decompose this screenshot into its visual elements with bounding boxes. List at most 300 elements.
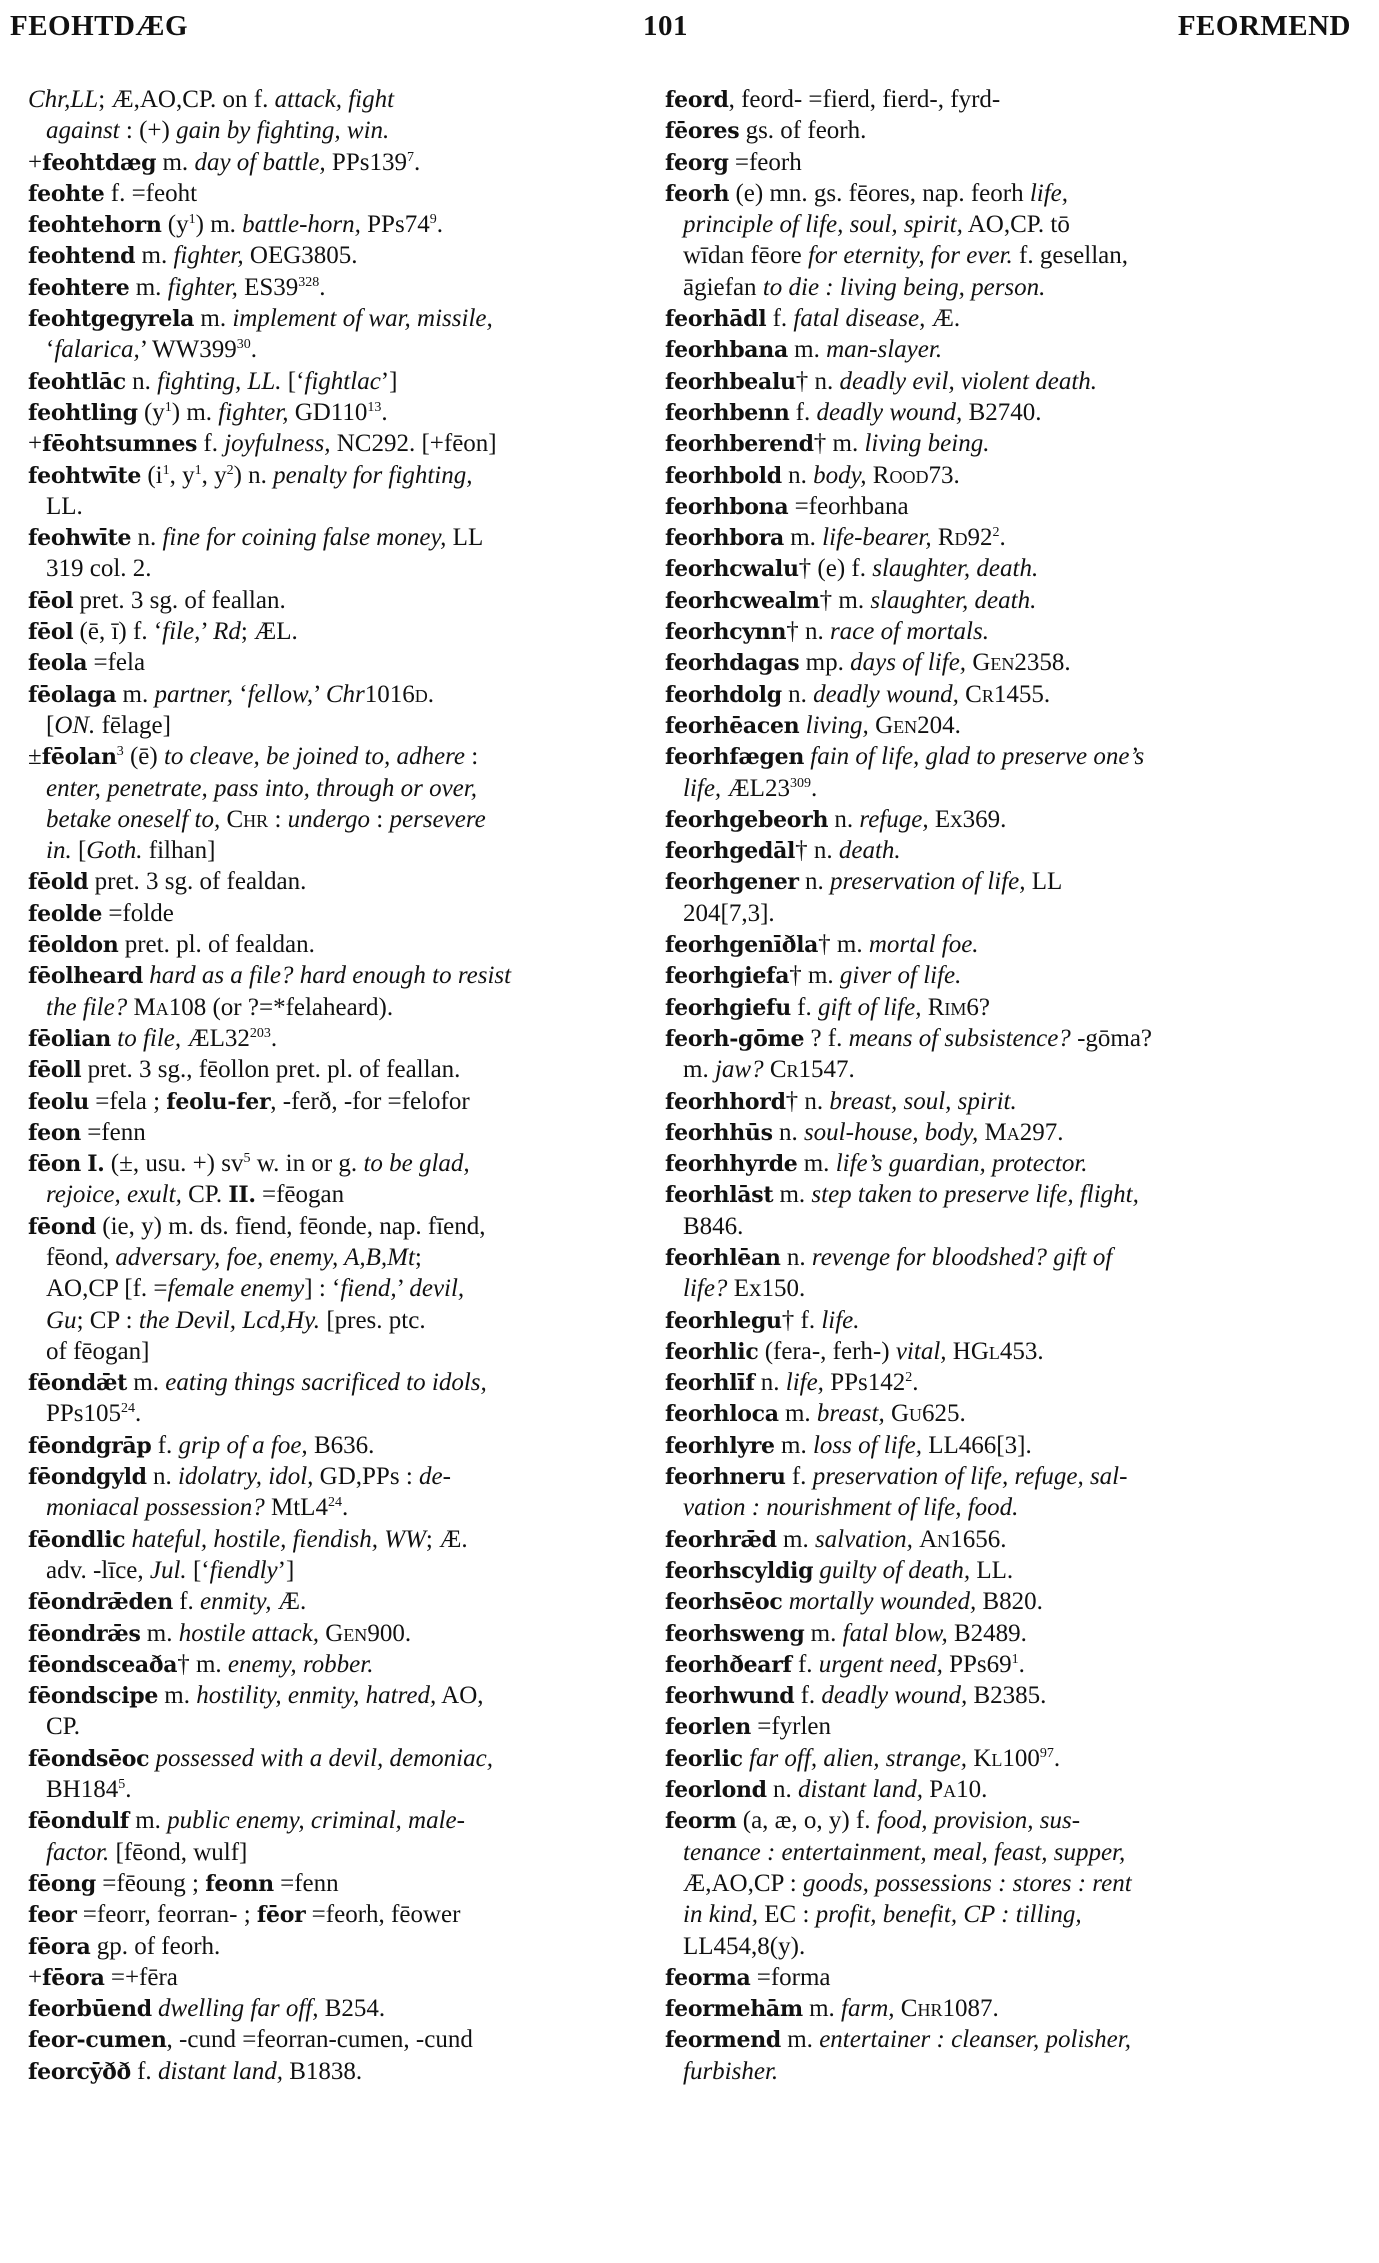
entry-continuation-line	[28, 1179, 683, 1210]
definition-text: file,	[162, 618, 201, 646]
entry-text: : (+)	[119, 117, 177, 145]
entry-text: B636.	[307, 1431, 375, 1459]
entry-text: ’]	[277, 1556, 295, 1584]
entry-text: mp.	[799, 649, 851, 677]
entry-text: (a, æ, o, y) f.	[736, 1807, 877, 1835]
entry-continuation-line	[665, 240, 1355, 271]
entry-continuation-line	[28, 1242, 683, 1273]
entry-text: =fela	[87, 649, 146, 677]
entry-continuation-line	[28, 1711, 683, 1742]
headword: feorh	[665, 180, 730, 207]
entry-line	[665, 1242, 1355, 1273]
headword: feohtling	[28, 399, 138, 426]
entry-text: n.	[781, 461, 814, 489]
dictionary-entry	[28, 647, 683, 678]
entry-text: +	[28, 1963, 43, 1991]
dictionary-entry	[28, 1211, 683, 1367]
definition-text: factor.	[46, 1838, 110, 1866]
entry-line	[665, 1680, 1355, 1711]
dictionary-entry	[665, 1242, 1355, 1305]
dictionary-entry	[28, 2056, 683, 2087]
headword: feorma	[665, 1964, 751, 1991]
entry-text: 6?	[966, 993, 991, 1021]
entry-text: AO,CP [f. =	[46, 1275, 168, 1303]
entry-text: [‘	[186, 1556, 210, 1584]
headword: feohte	[28, 180, 105, 207]
dictionary-entry	[28, 1618, 683, 1649]
dictionary-entry	[28, 240, 683, 271]
dictionary-entry	[665, 1555, 1355, 1586]
headword: fēondrǣs	[28, 1620, 141, 1647]
entry-continuation-line	[28, 1273, 683, 1304]
entry-text: † m.	[177, 1650, 228, 1678]
entry-text: † f.	[781, 1306, 822, 1334]
entry-text: m.	[787, 336, 827, 364]
entry-line	[665, 84, 1355, 115]
definition-text: fellow,	[247, 680, 314, 708]
definition-text: slaughter, death.	[870, 586, 1037, 614]
headword: feord	[665, 87, 729, 113]
definition-text: joyfulness,	[224, 430, 331, 458]
entry-text: .	[319, 273, 326, 301]
entry-line	[665, 1586, 1355, 1617]
dictionary-entry	[665, 1586, 1355, 1617]
entry-line	[28, 1680, 683, 1711]
entry-text: w. in or g.	[250, 1150, 364, 1178]
entry-continuation-line	[28, 992, 683, 1023]
entry-text: m.	[683, 1056, 715, 1084]
entry-text: ’]	[380, 367, 398, 395]
headword: feorhcwealm	[665, 587, 820, 614]
running-head-right: FEORMEND	[1177, 10, 1351, 42]
entry-line	[28, 397, 683, 428]
headword: fēol	[28, 619, 74, 646]
entry-line	[28, 585, 683, 616]
entry-line	[28, 1868, 683, 1899]
dictionary-entry	[665, 1086, 1355, 1117]
headword: fēondscipe	[28, 1683, 159, 1710]
entry-text: B820.	[976, 1588, 1043, 1616]
entry-text: 900.	[367, 1619, 412, 1647]
entry-line	[665, 1305, 1355, 1336]
dictionary-entry	[28, 616, 683, 647]
entry-text: Æ.	[925, 305, 961, 333]
headword: feorhlīf	[665, 1370, 755, 1397]
entry-text: filhan]	[142, 837, 216, 865]
definition-text: mortal foe.	[868, 931, 979, 959]
headword: fēol	[28, 587, 74, 614]
entry-line	[28, 1148, 683, 1179]
definition-text: mortally wounded,	[788, 1588, 977, 1616]
dictionary-entry	[665, 553, 1355, 584]
headword: feolde	[28, 900, 103, 927]
entry-text: 1016	[364, 680, 415, 708]
entry-continuation-line	[28, 710, 683, 741]
definition-text: day of battle,	[194, 148, 326, 176]
entry-line	[28, 460, 683, 491]
entry-text: (y	[161, 211, 189, 239]
entry-line	[665, 1398, 1355, 1429]
headword: feohtwīte	[28, 462, 142, 489]
entry-line	[665, 366, 1355, 397]
source-abbreviation: Cr	[965, 680, 994, 708]
entry-text: ’ WW399	[139, 336, 237, 364]
entry-line	[665, 1649, 1355, 1680]
running-head-left: FEOHTDÆG	[10, 10, 189, 42]
entry-text: B254.	[318, 1995, 386, 2023]
headword: fēondgyld	[28, 1464, 147, 1491]
entry-line	[28, 1931, 683, 1962]
entry-text: m.	[156, 148, 195, 176]
entry-line	[665, 428, 1355, 459]
entry-line	[28, 366, 683, 397]
entry-line	[665, 1805, 1355, 1836]
headword: feon	[28, 1119, 81, 1146]
definition-text: to be glad,	[363, 1150, 470, 1178]
entry-text: ? f.	[804, 1024, 849, 1052]
entry-text: n.	[780, 1243, 812, 1271]
definition-text: distant land,	[157, 2057, 283, 2085]
entry-text: .	[381, 398, 388, 426]
definition-text: hostile attack,	[178, 1619, 319, 1647]
entry-text: [	[71, 837, 87, 865]
entry-line	[28, 741, 683, 772]
entry-line	[665, 866, 1355, 897]
definition-text: death.	[838, 837, 901, 865]
superscript: 2	[992, 525, 1000, 541]
definition-text: living,	[805, 711, 869, 739]
definition-text: gain by fighting, win.	[176, 117, 390, 145]
headword: fēohtsumnes	[42, 431, 198, 458]
entry-text: , -cund =feorran-cumen, -cund	[166, 2026, 473, 2054]
definition-text: public enemy, criminal, male-	[167, 1807, 465, 1835]
entry-line	[665, 303, 1355, 334]
dictionary-entry	[28, 1805, 683, 1868]
dictionary-entry	[665, 679, 1355, 710]
entry-text: B1838.	[282, 2057, 363, 2085]
definition-text: moniacal possession?	[46, 1494, 265, 1522]
headword: feorhbealu	[665, 368, 796, 395]
entry-text: 1087.	[942, 1995, 999, 2023]
superscript: 1	[162, 462, 170, 478]
entry-continuation-line	[665, 1868, 1355, 1899]
definition-text: hard as a file? hard enough to resist	[149, 962, 512, 990]
headword: fēolaga	[28, 681, 117, 708]
dictionary-entry	[665, 1148, 1355, 1179]
definition-text: battle-horn,	[242, 211, 361, 239]
dictionary-entry	[665, 929, 1355, 960]
entry-text: :	[465, 743, 479, 771]
superscript: 30	[236, 337, 251, 353]
entry-text: Æ.	[271, 1588, 307, 1616]
definition-text: idolatry, idol,	[177, 1463, 314, 1491]
entry-text: =fenn	[80, 1118, 146, 1146]
entry-text: K	[967, 1744, 992, 1772]
definition-text: Rd	[213, 618, 241, 646]
definition-text: guilty of death,	[819, 1556, 971, 1584]
definition-text: fiendly	[209, 1556, 278, 1584]
dictionary-entry	[665, 1305, 1355, 1336]
entry-text: ±	[28, 743, 42, 771]
entry-text: āgiefan	[683, 273, 763, 301]
entry-text: ‘	[46, 336, 55, 364]
definition-text: the file?	[46, 993, 128, 1021]
entry-continuation-line	[28, 804, 683, 835]
headword: feohtgegyrela	[28, 306, 195, 333]
source-abbreviation: Pa	[929, 1776, 957, 1804]
entry-text: Ex150.	[727, 1275, 806, 1303]
dictionary-entry	[28, 1524, 683, 1587]
source-abbreviation: Gen	[972, 649, 1015, 677]
entry-text: † m.	[789, 962, 840, 990]
dictionary-entry	[665, 428, 1355, 459]
entry-text: f.	[151, 1431, 179, 1459]
definition-text: fatal blow,	[842, 1619, 948, 1647]
headword: feorlen	[665, 1714, 751, 1741]
definition-text: goods, possessions : stores : rent	[802, 1869, 1132, 1897]
definition-text: vation : nourishment of life, food.	[683, 1494, 1019, 1522]
dictionary-column-left	[28, 84, 683, 2087]
entry-text: .	[135, 1400, 142, 1428]
entry-line	[665, 178, 1355, 209]
dictionary-entry	[28, 1743, 683, 1806]
entry-text: =fēoung ;	[96, 1869, 206, 1897]
entry-text: GD,PPs :	[313, 1463, 420, 1491]
headword: feorlic	[665, 1745, 743, 1772]
entry-text: Ex369.	[928, 805, 1007, 833]
entry-line	[28, 679, 683, 710]
entry-line	[665, 491, 1355, 522]
entry-line	[28, 178, 683, 209]
definition-text: hostility, enmity, hatred,	[196, 1682, 437, 1710]
dictionary-entry	[665, 1743, 1355, 1774]
headword: feorhsēoc	[665, 1589, 783, 1616]
entry-line	[28, 616, 683, 647]
entry-text: PPs142	[823, 1369, 906, 1397]
entry-line	[665, 1367, 1355, 1398]
entry-text: LL454,8(y).	[683, 1932, 806, 1960]
headword: fēora	[28, 1933, 91, 1960]
superscript: 309	[789, 775, 811, 791]
entry-line	[665, 1524, 1355, 1555]
entry-text: n.	[131, 524, 163, 552]
dictionary-entry	[665, 1649, 1355, 1680]
headword: feormend	[665, 2027, 781, 2054]
entry-line	[28, 1586, 683, 1617]
entry-text: ; ÆL.	[240, 618, 298, 646]
entry-line	[28, 147, 683, 178]
entry-text: † m.	[813, 430, 865, 458]
entry-text: (ē)	[123, 743, 164, 771]
entry-text: † (e) f.	[798, 555, 873, 583]
dictionary-entry	[665, 115, 1355, 146]
entry-text: .	[427, 680, 434, 708]
dictionary-entry	[665, 491, 1355, 522]
entry-text: f.	[197, 430, 225, 458]
headword: feorm	[665, 1808, 737, 1835]
definition-text: step taken to preserve life, flight,	[811, 1181, 1139, 1209]
entry-text: 453.	[999, 1337, 1044, 1365]
definition-text: hateful, hostile, fiendish, WW	[131, 1525, 426, 1553]
entry-text: B2385.	[967, 1682, 1047, 1710]
superscript: 24	[121, 1401, 136, 1417]
definition-text: fighter,	[218, 398, 289, 426]
entry-continuation-line	[665, 898, 1355, 929]
entry-line	[28, 1054, 683, 1085]
entry-line	[665, 647, 1355, 678]
entry-line	[28, 1461, 683, 1492]
definition-text: implement of war, missile,	[232, 305, 493, 333]
entry-continuation-line	[665, 1273, 1355, 1304]
entry-text: 10.	[956, 1776, 988, 1804]
dictionary-entry	[28, 397, 683, 428]
dictionary-entry	[28, 178, 683, 209]
entry-text: adv. -līce,	[46, 1556, 150, 1584]
entry-line	[28, 1524, 683, 1555]
definition-text: breast,	[816, 1400, 885, 1428]
definition-text: vital,	[895, 1337, 947, 1365]
definition-text: possessed with a devil, demoniac,	[155, 1744, 493, 1772]
superscript: 1	[1011, 1651, 1019, 1667]
definition-text: life.	[821, 1306, 860, 1334]
headword: feohtehorn	[28, 212, 162, 239]
entry-text: 92	[967, 524, 993, 552]
entry-text: ÆL23	[721, 774, 790, 802]
entry-text: m.	[774, 1431, 813, 1459]
dictionary-entry	[28, 366, 683, 397]
entry-text: (fera-, ferh-)	[758, 1337, 896, 1365]
dictionary-entry	[665, 616, 1355, 647]
entry-text: ; CP :	[76, 1306, 139, 1334]
entry-continuation-line	[28, 491, 683, 522]
definition-text: Jul.	[149, 1556, 187, 1584]
definition-text: fighter,	[167, 273, 238, 301]
entry-text: =+fēra	[104, 1963, 178, 1991]
headword: feorhdolg	[665, 681, 782, 708]
definition-text: farm,	[841, 1995, 895, 2023]
definition-text: undergo	[287, 805, 371, 833]
headword: fēold	[28, 869, 89, 896]
source-abbreviation: Ma	[984, 1118, 1020, 1146]
entry-line	[665, 1743, 1355, 1774]
entry-text: † n.	[795, 837, 839, 865]
headword: feorhgenīðla	[665, 932, 819, 959]
definition-text: partner,	[154, 680, 233, 708]
definition-text: betake oneself to,	[46, 805, 221, 833]
definition-text: adversary, foe, enemy, A,B,Mt	[115, 1243, 415, 1271]
definition-text: deadly wound,	[813, 680, 959, 708]
entry-line	[665, 553, 1355, 584]
definition-text: life’s guardian, protector.	[835, 1150, 1088, 1178]
definition-text: life?	[683, 1275, 728, 1303]
dictionary-entry	[665, 1962, 1355, 1993]
dictionary-entry	[665, 147, 1355, 178]
definition-text: principle of life, soul, spirit,	[683, 211, 963, 239]
entry-text: (y	[137, 398, 165, 426]
entry-continuation-line	[28, 1555, 683, 1586]
entry-line	[665, 1962, 1355, 1993]
definition-text: preservation of life, refuge, sal-	[812, 1463, 1128, 1491]
definition-text: salvation,	[814, 1525, 913, 1553]
entry-text: † m.	[819, 586, 871, 614]
headword: feola	[28, 650, 88, 677]
headword: fēoldon	[28, 932, 119, 959]
headword: feorhgener	[665, 869, 799, 896]
entry-line	[28, 1899, 683, 1930]
definition-text: fiend,	[340, 1275, 397, 1303]
entry-text: =forma	[750, 1963, 831, 1991]
page-number: 101	[643, 10, 688, 42]
dictionary-entry	[665, 804, 1355, 835]
entry-line	[28, 1743, 683, 1774]
superscript: 7	[406, 149, 414, 165]
entry-text: † n.	[785, 1087, 830, 1115]
entry-text: f. =feoht	[104, 179, 198, 207]
entry-text: ’	[313, 680, 326, 708]
entry-text: .	[125, 1776, 132, 1804]
definition-text: devil,	[409, 1275, 465, 1303]
entry-line	[28, 1211, 683, 1242]
entry-text: ES39	[237, 273, 299, 301]
entry-text: -gōma?	[1070, 1024, 1153, 1052]
entry-text: gp. of feorh.	[90, 1932, 221, 1960]
definition-text: to die : living being, person.	[762, 273, 1046, 301]
source-abbreviation: Gen	[875, 711, 918, 739]
definition-text: deadly evil, violent death.	[839, 367, 1098, 395]
definition-text: gift of life,	[818, 993, 922, 1021]
entry-text: f.	[790, 993, 818, 1021]
headword: feorhbold	[665, 462, 782, 489]
definition-text: furbisher.	[683, 2057, 779, 2085]
entry-text: (ie, y) m. ds. fīend, fēonde, nap. fīend,	[96, 1212, 486, 1240]
definition-text: refuge,	[859, 805, 929, 833]
dictionary-column-right	[665, 84, 1355, 2087]
entry-continuation-line	[665, 773, 1355, 804]
definition-text: fighting, LL.	[157, 367, 282, 395]
definition-text: race of mortals.	[829, 618, 989, 646]
entry-continuation-line	[28, 1398, 683, 1429]
definition-text: giver of life.	[839, 962, 962, 990]
headword: fēondrǣden	[28, 1589, 173, 1616]
dictionary-entry	[28, 741, 683, 866]
headword: fēondgrāp	[28, 1432, 152, 1459]
definition-text: fain of life, glad to preserve one’s	[810, 743, 1145, 771]
source-abbreviation: Chr	[900, 1995, 943, 2023]
headword: feorhlēan	[665, 1244, 781, 1271]
entry-continuation-line	[28, 773, 683, 804]
headword: feor	[28, 1902, 77, 1929]
headword: feorcȳðð	[28, 2058, 131, 2085]
entry-text: .	[341, 1494, 349, 1522]
dictionary-entry	[28, 1054, 683, 1085]
entry-text: gs. of feorh.	[739, 117, 867, 145]
entry-text: 100	[1002, 1744, 1040, 1772]
headword: feohtdæg	[42, 149, 157, 176]
definition-text: enter, penetrate, pass into, through or over,	[46, 774, 477, 802]
dictionary-entry	[665, 1993, 1355, 2024]
entry-text: m.	[804, 1619, 843, 1647]
entry-line	[665, 460, 1355, 491]
entry-text: .	[810, 774, 818, 802]
entry-line	[28, 1805, 683, 1836]
entry-text: [pres. ptc.	[320, 1306, 426, 1334]
dictionary-entry	[665, 992, 1355, 1023]
entry-line	[665, 835, 1355, 866]
entry-line	[665, 1117, 1355, 1148]
entry-line	[665, 1148, 1355, 1179]
entry-text: =folde	[102, 899, 174, 927]
headword: fēond	[28, 1213, 97, 1240]
